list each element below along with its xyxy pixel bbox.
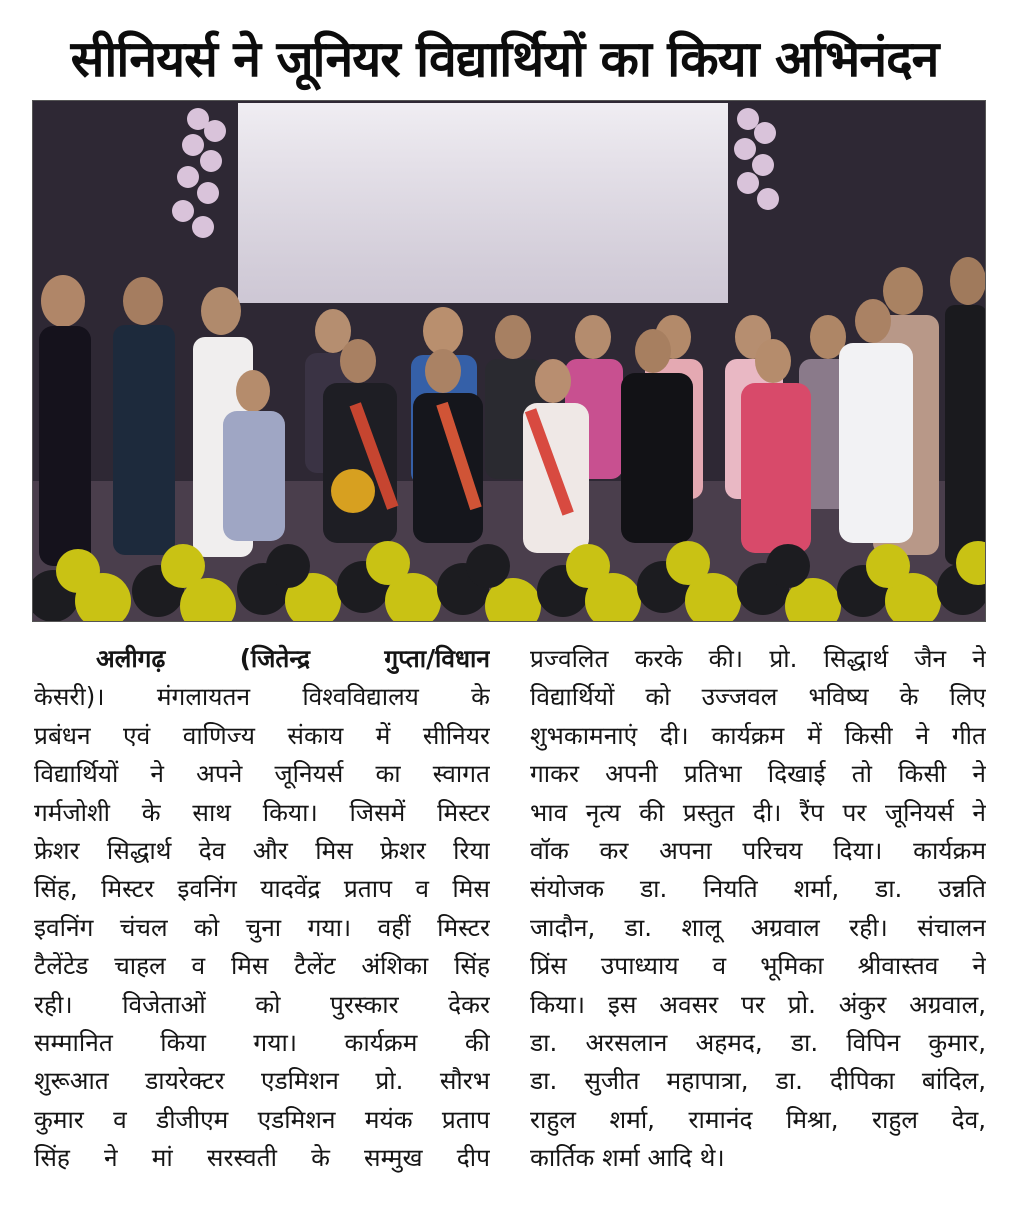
article-line: भाव नृत्य की प्रस्तुत दी। रैंप पर जूनियर्स ने [530,797,986,827]
headline: सीनियर्स ने जूनियर विद्यार्थियों का किया अभिनंदन [70,30,939,88]
article-line: प्रबंधन एवं वाणिज्य संकाय में सीनियर [34,720,490,750]
article-line: सिंह ने मां सरस्वती के सम्मुख दीप [34,1143,490,1173]
article-line: विद्यार्थियों को उज्जवल भविष्य के लिए [530,682,986,712]
article-line: डा. सुजीत महापात्रा, डा. दीपिका बांदिल, [530,1066,986,1096]
article-line: शुरूआत डायरेक्टर एडमिशन प्रो. सौरभ [34,1066,490,1096]
article-body [32,640,986,1210]
group-photo-icon [33,101,986,622]
article-line: संयोजक डा. नियति शर्मा, डा. उन्नति [530,874,986,904]
article-line: केसरी)। मंगलायतन विश्वविद्यालय के [34,682,490,712]
article-line: फ्रेशर सिद्धार्थ देव और मिस फ्रेशर रिया [34,835,490,865]
group-photo [32,100,986,622]
article-line: रही। विजेताओं को पुरस्कार देकर [34,989,490,1019]
article-column-right [530,640,986,1177]
article-line: कुमार व डीजीएम एडमिशन मयंक प्रताप [34,1104,490,1134]
article-line: शुभकामनाएं दी। कार्यक्रम में किसी ने गीत [530,720,986,750]
article-line: प्रिंस उपाध्याय व भूमिका श्रीवास्तव ने [530,951,986,981]
article-dateline: अलीगढ़ (जितेन्द्र गुप्ता/विधान [96,644,490,673]
article-column-left [34,640,490,1177]
article-line: सम्मानित किया गया। कार्यक्रम की [34,1027,490,1057]
article-line: किया। इस अवसर पर प्रो. अंकुर अग्रवाल, [530,989,986,1019]
article-line: गर्मजोशी के साथ किया। जिसमें मिस्टर [34,797,490,827]
article-line: डा. अरसलान अहमद, डा. विपिन कुमार, [530,1027,986,1057]
article-line: गाकर अपनी प्रतिभा दिखाई तो किसी ने [530,759,986,789]
article-line: प्रज्वलित करके की। प्रो. सिद्धार्थ जैन ने [530,644,986,673]
article-line: टैलेंटेड चाहल व मिस टैलेंट अंशिका सिंह [34,951,490,981]
article-line: वॉक कर अपना परिचय दिया। कार्यक्रम [530,835,986,865]
article-line: इवनिंग चंचल को चुना गया। वहीं मिस्टर [34,912,490,942]
article-line: कार्तिक शर्मा आदि थे। [530,1143,725,1173]
article-line: जादौन, डा. शालू अग्रवाल रही। संचालन [530,912,986,942]
article-line: सिंह, मिस्टर इवनिंग यादवेंद्र प्रताप व मिस [34,874,490,904]
article-line: राहुल शर्मा, रामानंद मिश्रा, राहुल देव, [530,1104,986,1134]
article-line: विद्यार्थियों ने अपने जूनियर्स का स्वागत [34,759,490,789]
